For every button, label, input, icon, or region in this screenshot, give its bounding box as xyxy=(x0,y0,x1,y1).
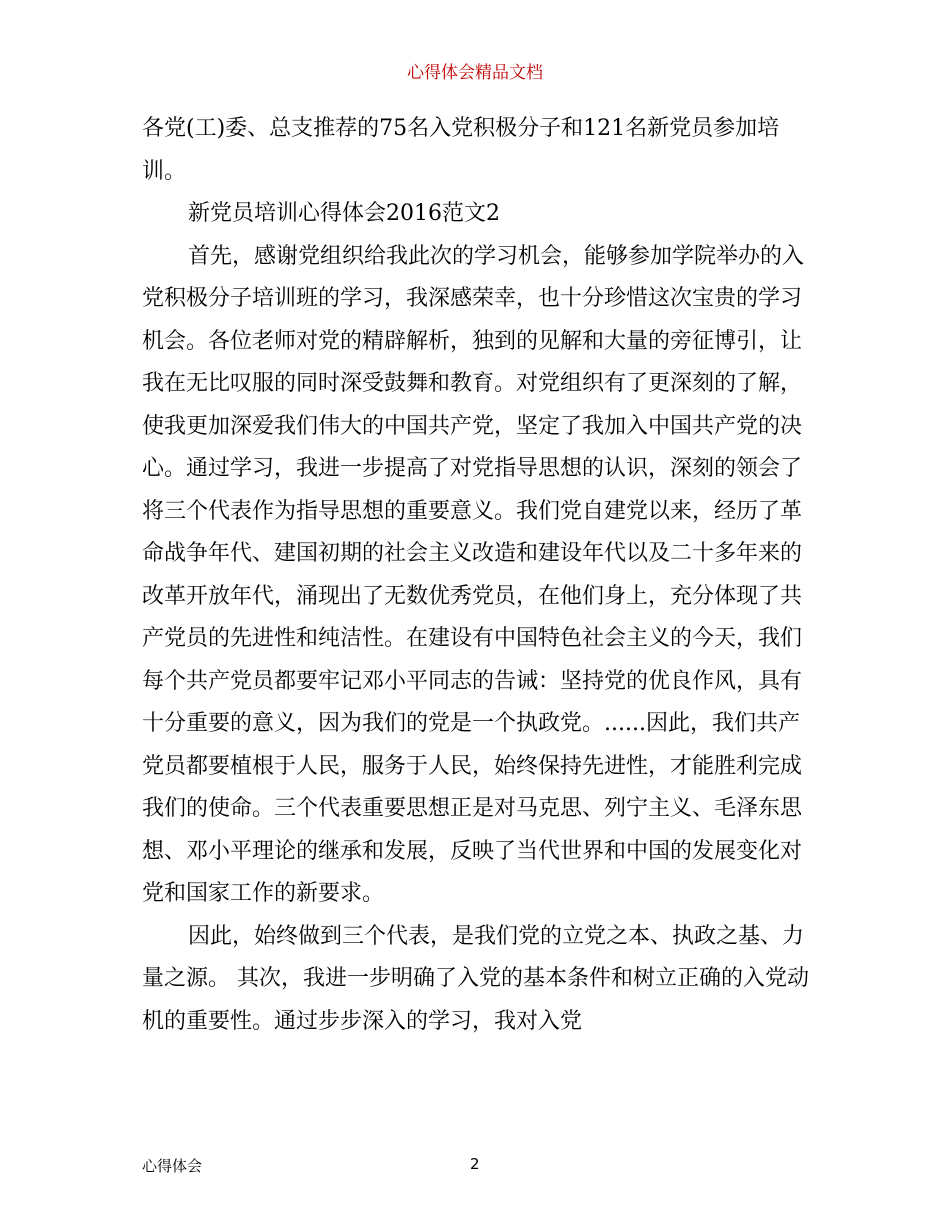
section-heading: 新党员培训心得体会2016范文2 xyxy=(188,201,500,226)
page-number: 2 xyxy=(470,1155,480,1173)
paragraph-1: 各党(工)委、总支推荐的75名入党积极分子和121名新党员参加培训。 xyxy=(142,116,780,184)
paragraph-2: 首先，感谢党组织给我此次的学习机会，能够参加学院举办的入党积极分子培训班的学习，我深感荣幸，也十分珍惜这次宝贵的学习机会。各位老师对党的精辟解析，独到的见解和大量的旁征博引，让我在无比叹服的同时深受鼓舞和教育。对党组织有了更深刻的了解，使我更加深爱我们伟大的中国共产党，坚定了我加入中国共产党的决心。通过学习，我进一步提高了对党指导思想的认识，深刻的领会了将三个代表作为指导思想的重要意义。我们党自建党以来，经历了革命战争年代、建国初期的社会主义改造和建设年代以及二十多年来的改革开放年代，涌现出了无数优秀党员，在他们身上，充分体现了共产党员的先进性和纯洁性。在建设有中国特色社会主义的今天，我们每个共产党员都要牢记邓小平同志的告诫：坚持党的优良作风，具有十分重要的意义，因为我们的党是一个执政党。......因此，我们共产党员都要植根于人民，服务于人民，始终保持先进性，才能胜利完成我们的使命。三个代表重要思想正是对马克思、列宁主义、毛泽东思想、邓小平理论的继承和发展，反映了当代世界和中国的发展变化对党和国家工作的新要求。 xyxy=(142,243,805,906)
document-header-title: 心得体会精品文档 xyxy=(407,63,543,83)
paragraph-3: 因此，始终做到三个代表，是我们党的立党之本、执政之基、力量之源。 其次，我进一步明确了入党的基本条件和树立正确的入党动机的重要性。通过步步深入的学习，我对入党 xyxy=(142,923,809,1034)
footer-label: 心得体会 xyxy=(142,1157,203,1175)
document-body xyxy=(142,108,812,1043)
